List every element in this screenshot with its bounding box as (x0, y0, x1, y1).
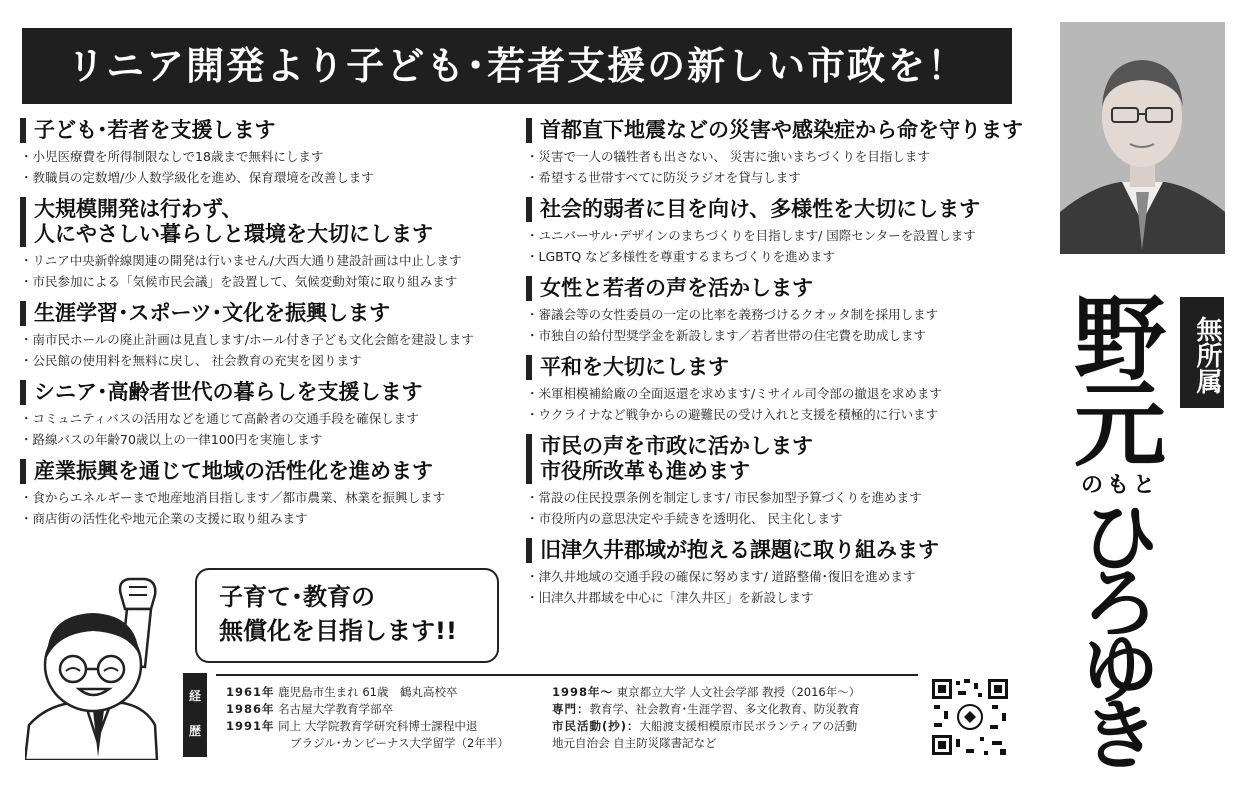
career-text: 鹿児島市生まれ 61歳 鶴丸高校卒 (278, 685, 458, 699)
career-row (552, 718, 860, 735)
bullet-item: ・コミュニティバスの活用などを通じて高齢者の交通手段を確保します (20, 411, 419, 426)
bullet-item: ・常設の住民投票条例を制定します/ 市民参加型予算づくりを進めます (526, 490, 922, 505)
career-text: 地元自治会 自主防災隊書記など (552, 736, 717, 750)
policy-section (526, 276, 1026, 346)
section-title: 旧津久井郡域が抱える課題に取り組みます (526, 538, 1026, 563)
section-title: 市民の声を市政に活かします 市役所改革も進めます (526, 434, 1026, 484)
bullet-item: ・商店街の活性化や地元企業の支援に取り組みます (20, 511, 308, 526)
career-label-char: 経 (188, 689, 201, 703)
career-text: ブラジル･カンピーナス大学留学（2年半） (290, 736, 509, 750)
career-row (226, 684, 509, 701)
section-title: 生涯学習･スポーツ･文化を振興します (20, 301, 525, 326)
candidate-name-char: 元 (1073, 372, 1166, 479)
career-row (552, 701, 860, 718)
section-title: 平和を大切にします (526, 355, 1026, 380)
section-title: 子ども･若者を支援します (20, 118, 525, 143)
career-history-right (552, 684, 860, 752)
career-divider (216, 674, 918, 676)
career-label-char: 歴 (188, 724, 201, 738)
policy-section (20, 197, 525, 292)
candidate-name-char: ゆ (1082, 625, 1158, 714)
bullet-item: ・津久井地域の交通手段の確保に努めます/ 道路整備･復旧を進めます (526, 569, 916, 584)
bullet-item: ・ウクライナなど戦争からの避難民の受け入れと支援を積極的に行います (526, 407, 939, 422)
career-row (552, 684, 860, 701)
bullet-item: ・リニア中央新幹線関連の開発は行いません/大西大通り建設計画は中止します (20, 253, 462, 268)
bullet-item: ・食からエネルギーまで地産地消目指します／都市農業、林業を振興します (20, 490, 446, 505)
career-text: 名古屋大学教育学部卒 (278, 702, 394, 716)
career-row (552, 735, 860, 752)
independent-badge: 無所属 (1180, 297, 1224, 408)
headline-banner: リニア開発より子ども･若者支援の新しい市政を！ (22, 28, 1012, 104)
candidate-photo (1060, 22, 1225, 254)
policy-section (20, 380, 525, 450)
career-history-left (226, 684, 509, 752)
career-year: 1991年 (226, 719, 275, 733)
bullet-item: ・市役所内の意思決定や手続きを透明化、 民主化します (526, 511, 843, 526)
career-text: 大船渡支援相模原市民ボランティアの活動 (639, 719, 858, 733)
career-year: 1986年 (226, 702, 275, 716)
career-head: 専門： (552, 702, 590, 716)
bullet-item: ・旧津久井郡域を中心に「津久井区」を新設します (526, 590, 814, 605)
policy-column-right (526, 118, 1026, 617)
career-head: 1998年～ (552, 685, 614, 699)
policy-section (526, 434, 1026, 529)
bullet-item: ・審議会等の女性委員の一定の比率を義務づけるクオッタ制を採用します (526, 307, 939, 322)
policy-section (526, 197, 1026, 267)
bullet-item: ・南市民ホールの廃止計画は見直します/ホール付き子ども文化会館を建設します (20, 332, 474, 347)
bullet-item: ・災害で一人の犠牲者も出さない、 災害に強いまちづくりを目指します (526, 149, 930, 164)
bullet-item: ・小児医療費を所得制限なしで18歳まで無料にします (20, 149, 324, 164)
policy-section (526, 538, 1026, 608)
section-title: 社会的弱者に目を向け、多様性を大切にします (526, 197, 1026, 222)
section-title: 産業振興を通じて地域の活性化を進めます (20, 459, 525, 484)
section-title: 首都直下地震などの災害や感染症から命を守ります (526, 118, 1026, 143)
bullet-item: ・米軍相模補給廠の全面返還を求めます/ミサイル司令部の撤退を求めます (526, 386, 942, 401)
policy-section (20, 459, 525, 529)
policy-section (20, 301, 525, 371)
career-year: 1961年 (226, 685, 275, 699)
candidate-name-char: き (1082, 691, 1158, 780)
cartoon-mascot-illustration (25, 575, 185, 760)
policy-section (526, 118, 1026, 188)
portrait-illustration (1060, 22, 1225, 254)
bullet-item: ・希望する世帯すべてに防災ラジオを貸与します (526, 170, 801, 185)
career-text: 東京都立大学 人文社会学部 教授（2016年～） (616, 685, 861, 699)
speech-bubble-text: 子育て･教育の 無償化を目指します!! (219, 583, 457, 645)
career-label (183, 673, 207, 757)
candidate-name-char: 野 (1073, 286, 1166, 393)
bullet-item: ・教職員の定数増/少人数学級化を進め、保育環境を改善します (20, 170, 374, 185)
section-title: シニア･高齢者世代の暮らしを支援します (20, 380, 525, 405)
speech-bubble (195, 568, 499, 663)
bullet-item: ・ユニバーサル･デザインのまちづくりを目指します/ 国際センターを設置します (526, 228, 976, 243)
section-title: 大規模開発は行わず、 人にやさしい暮らしと環境を大切にします (20, 197, 525, 247)
career-text: 同上 大学院教育学研究科博士課程中退 (278, 719, 478, 733)
candidate-name-reading: のもと (1080, 473, 1159, 498)
bullet-item: ・市民参加による「気候市民会議」を設置して、気候変動対策に取り組みます (20, 274, 458, 289)
section-title: 女性と若者の声を活かします (526, 276, 1026, 301)
career-head: 市民活動(抄)： (552, 719, 640, 733)
bullet-item: ・市独自の給付型奨学金を新設します／若者世帯の住宅費を助成します (526, 328, 927, 343)
policy-section (20, 118, 525, 188)
policy-section (526, 355, 1026, 425)
qr-code-icon[interactable] (930, 677, 1010, 757)
career-row (226, 735, 509, 752)
candidate-name-char: ひ (1082, 493, 1158, 582)
bullet-item: ・路線バスの年齢70歳以上の一律100円を実施します (20, 432, 323, 447)
career-text: 教育学、社会教育･生涯学習、多文化教育、防災教育 (589, 702, 860, 716)
candidate-name-char: ろ (1082, 559, 1158, 648)
policy-column-left (20, 118, 525, 538)
career-row (226, 718, 509, 735)
bullet-item: ・LGBTQ など多様性を尊重するまちづくりを進めます (526, 249, 836, 264)
career-row (226, 701, 509, 718)
bullet-item: ・公民館の使用料を無料に戻し、 社会教育の充実を図ります (20, 353, 362, 368)
